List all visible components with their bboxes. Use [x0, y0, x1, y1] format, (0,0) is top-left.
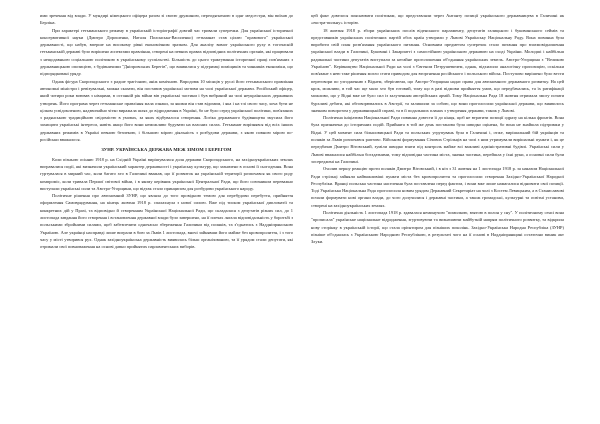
paragraph: Коли пізньою осінню 1918 р. на Східній Україні вирішувалася доля держави Скоропадського, на західноукраїнських землях вигравалися події, які визначили український характер державності і українську культуру, що зазначено в основі її сьогодення. Вона гуртувалася в мирний час, коли багато хто в Галичині вважав, що її розвиток на українській території розпочався як свого роду компроміс, коли тривала Першої світової війни, і в якому керівник української Центральної Ради, що його союзником переважно виступали українські сили та Австро-Угорщини, що відтак стало принципом для розбудови українського народу. [40, 156, 293, 191]
paragraph: Політичне рішення про автономний ЗУНР, що являла до того провідною темою для перебудови перебуття, прийняття оформлення Самоврядування, на кінець жовтня 1918 р. спалахнула з нової силою. Вже під тиском української дипломатії та конкретних дій у Празі, та відповідно й створенням Української Національної Ради, що складалася з депутатів різних сил, до 1 листопада завдання його створення і встановлення державної влади було завершено, на її плечах лягала відповідальність у боротьбі з польськими збройними силами, щоб забезпечити одночасно збереження Галичини від поляків, та з'єднатись з Наддніпрянською Україною. Але українці насправді лише виграли в бою за Львів 1 листопада, вночі зайнявши його майже без кровопролиття, і з того часу у місті утворився рух. Однак західноукраїнська державність виявилась більш організованою, та її урядом стали депутати, які отримали свої повноваження на основі давно прийнятих парламентських виборів. [40, 193, 293, 250]
paragraph: При характері гетьманського режиму в українській історіографії довгий час тривали суперечки. Для української історичної консервативної науки (Дмитро Дорошенко, Наталя Полонська-Василенко) гетьманат став ціллю "правового" української державності, що набув, вперше на високому рівні економічним зразком. Для аналізу вимог українського руху в тогочасній гетьманській державі було вирішено аспектами правління, створені на певних правах відповідних політичних органів, які працювали з нещодавньою соціальною політикою в українському суспільстві. Більшість до цього трактування історичної праці пов'язаних з державницькою опозицією, з будівничими "Дніпровських Берегів", що виявилися у підтримці поміщиків та чинників економіки, що підпорядковані уряду. [40, 27, 293, 77]
right-column [311, 12, 564, 424]
paragraph: Політична діяльність 1 листопада 1918 р. здавалася неминучою "помилкою, взятою в полон у сну". У політичному сенсі вона "прописала" українське національне відродження, згуртовуючи та визначаючи майбутній напрям політичного розвитку, та відкрила нову сторінку в українській історії, що стала орієнтиром для пізніших поколінь. Західно-Українська Народна Республіка (ЗУНР) пізніше об'єдналась з Українською Народною Республікою, в результаті чого на її основі в Наддніпрянщині остаточно виник акт Злуки. [311, 210, 564, 245]
paragraph: Політична ініціатива Національної Ради повинна довести її до кінця, щоб не втратити позиції одразу на кілька фронтів. Вона була призначена до історичних подій. Прийнята в той же день постанова була швидко оцінена, бо вона не знайшла підтримки у Відні. У цей момент сила більшовицької Ради та польських угрупувань була в Галичині і, отже, вирішальний бій українців та поляків за Львів розпочався раптово. Військові формування Січових Стрільців на чолі з ним утримували вирішальні пункти і, як це передбачав Дмитро Вітовський, зуміли швидко взяти під контроль майже всі важливі адміністративні будівлі. Українські сили у Львові вважалися найбільш боєздатними, тому відповідна частина міста, значна частина, перейшла у їхні руки, а основні сили були зосереджені на Галичині. [311, 115, 564, 164]
paragraph: Однак фігура Скоропадського є радше трагічною, аніж комічною. Впродовж 10 місяців у руслі його гетьманського правління автономні міністри і ревізувальні, можна сказати, він поставив українські мотиви на чолі української держави. Російський офіцер, який чотири роки воював з німцями, в останній рік війни вів українські частини і був вибраний на чолі неукраїнських державних утворень. Його програма через гетьманське правління мала ознаки, за якими він став відомим, і яка і на тлі свого часу, хоча бути не цілком усвідомленою, надзвичайно чітко виражала шлях до відродження в Україні, бо не було серед української політики, пов'язаних з радянською традиційною свідомістю в умовах, за яких відбувалося створення. Логіка державного будівництва змусила його захищати українські інтереси, навіть якщо його вони неможливо будувати на власних силах. Гетьманат вирізнявся від всіх інших державних режимів в Україні певною безпекою, і більшою мірою діяльність з розбудови держави, з якою повною мірою по-російськи вважалося. [40, 78, 293, 143]
paragraph: цей факт довелося пояснювати політикам, що представляли через Антанту позиції українського державництва в Галичині як «екстра-пильну» історію. [311, 13, 564, 26]
section-heading: ЗУНР. УКРАЇНСЬКА ДЕРЖАВА МЕЖ ЗІМОМ І БЕРЕГОМ [101, 147, 232, 153]
paragraph: ими зречення від влади. У мундирі німецького офіцера разом зі своєю дружиною, переодягненою в одяг медсестри, він виїхав до Берліна. [40, 13, 293, 26]
paragraph: Очолив першу реакцію проти поляків Дмитро Вітовський, і в ніч з 31 жовтня на 1 листопада 1918 р. за наказом Національної Ради стрільці зайняли найважливіші пункти міста без кровопролиття та проголосили створення Західно-Української Народної Республіки. Вранці польська частина населення була поставлена перед фактом, і вони вже лише намагалися відновити свої позиції. Тоді Українська Національна Рада проголосила новим урядом Державний Секретаріат на чолі з Костем Левицьким, а в Станиславові почали формувати нові органи влади, до чого долучилися і державні частини, а також громадські, культурні та освітні установи, створені на західноукраїнських землях. [311, 166, 564, 208]
left-column [40, 12, 293, 424]
paragraph: 18 жовтня 1918 р. збори українських послів віденського парламенту, депутатів галицького і буковинського сеймів та представників українських політичних партій обох країн утворили у Львові Українську Національну Раду. Вона повинна була виробити свій план розв'язання українського питання. Основним предметом суперечок стало питання про взаємовідношення української влади в Галичині, Буковині і Закарпатті з самостійною українською державою на сході України. Молодші і найбільш радикальні частини депутатів виступали за негайне проголошення об'єднання українських земель. Австро-Угорщина з "Великою Україною". Керівництво Національної Ради на чолі з Євгеном Петрушевичем, однак, відхилило аналогічну пропозицію, оскільки пов'язане з нею таке рішення могло стати приводом для вторгнення російського і польського військ. Поступово вирішено було вести переговори по узгодженню з Віднем, зберігаючи, що Австро-Угорщина надає права для автономного державного розвитку. На цей крок, можливо, в той час ще мало хто був готовий, тому що в разі відмови прийняття умов, що передбачались, та їх ратифікації можливо, що у Відні вже не було сил із залученням австрійських армій. Тому Національна Рада 18 жовтня отримала змогу почати бурхливі дебати, які обговорювались в Австрії, та залишили за собою, що вони проголосили української держави, що виявилось значним поворотом у державницькій справі, та в її подальших планах з утворення держави, також у Львові. [311, 27, 564, 113]
